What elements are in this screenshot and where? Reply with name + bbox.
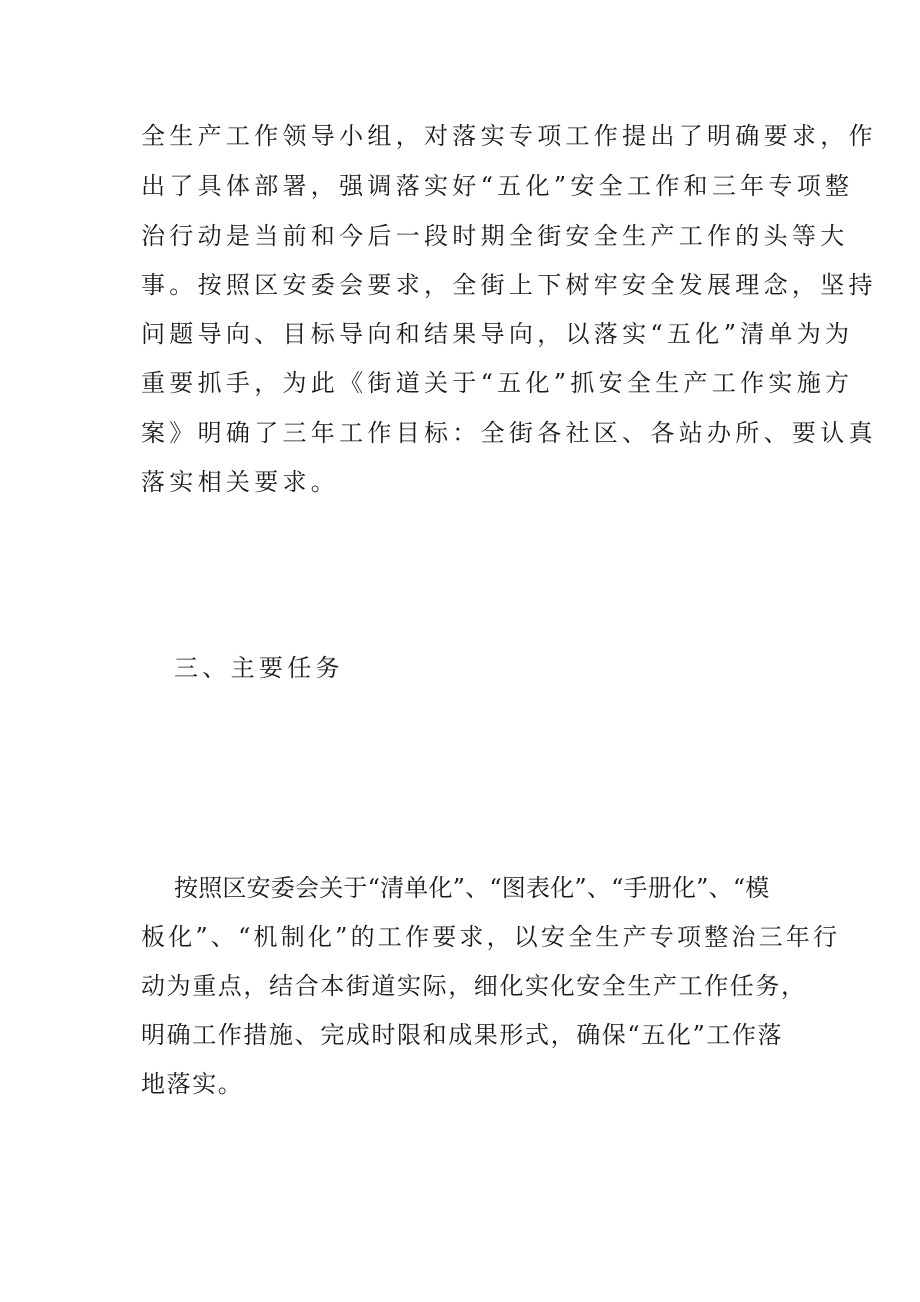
text-line: 地落实。 <box>141 1070 244 1098</box>
text-line: 动为重点，结合本街道实际，细化实化安全生产工作任务， <box>141 972 807 1000</box>
text-line: 按照区安委会关于“清单化”、“图表化”、“手册化”、“模 <box>174 874 770 902</box>
text-line: 落实相关要求。 <box>141 468 340 496</box>
text-line: 案》明确了三年工作目标：全街各社区、各站办所、要认真 <box>141 419 877 447</box>
text-line: 板化”、“机制化”的工作要求，以安全生产专项整治三年行 <box>141 923 841 951</box>
text-line: 明确工作措施、完成时限和成果形式，确保“五化”工作落 <box>141 1021 784 1049</box>
text-line: 治行动是当前和今后一段时期全街安全生产工作的头等大 <box>141 222 849 250</box>
section-heading: 三、主要任务 <box>174 654 344 682</box>
text-line: 全生产工作领导小组，对落实专项工作提出了明确要求，作 <box>141 122 877 150</box>
text-line: 重要抓手，为此《街道关于“五化”抓安全生产工作实施方 <box>141 369 854 397</box>
text-line: 问题导向、目标导向和结果导向，以落实“五化”清单为为 <box>141 320 854 348</box>
text-line: 出了具体部署，强调落实好“五化”安全工作和三年专项整 <box>141 172 854 200</box>
text-line: 事。按照区安委会要求，全街上下树牢安全发展理念，坚持 <box>141 271 877 299</box>
